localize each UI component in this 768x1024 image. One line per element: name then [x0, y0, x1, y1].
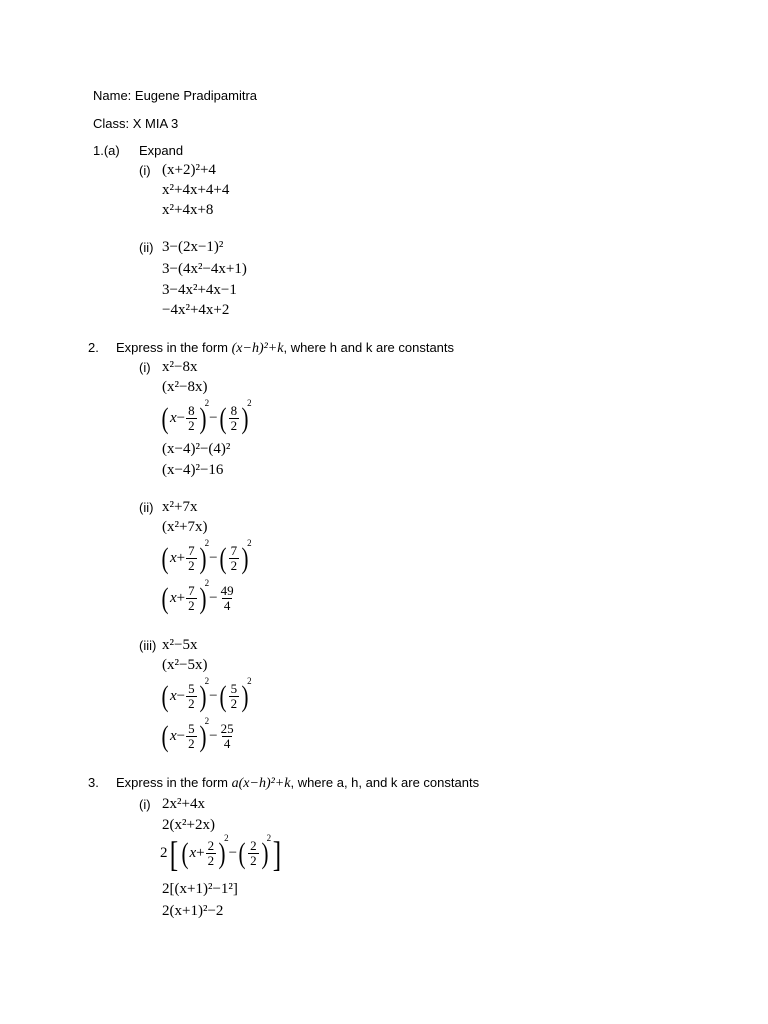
q3-number: 3. [88, 775, 99, 790]
fraction: $\frac{8}{2}$ [188, 403, 195, 434]
q3-i-step-2: 2(x²+2x) [162, 817, 215, 833]
q3-form: a(x−h)²+k [231, 776, 291, 791]
q2-form: (x−h)²+k [231, 341, 284, 356]
fraction: $\frac{49}{4}$ [220, 583, 234, 614]
q2-iii-step-3: ( x− $\frac{5}{2}$ )2−( $\frac{5}{2}$ )2 [161, 676, 252, 713]
q3-i-step-5: 2(x+1)²−2 [162, 903, 224, 919]
fraction: $\frac{25}{4}$ [220, 721, 234, 752]
q2-i-label: (i) [139, 360, 151, 375]
q1-ii-step-2: 3−(4x²−4x+1) [162, 261, 247, 277]
q3-i-step-3: 2[ ( x+ $\frac{2}{2}$ )2−( $\frac{2}{2}$ )2] [160, 833, 282, 874]
q1-i-step-1: (x+2)²+4 [162, 162, 216, 178]
q1-ii-step-3: 3−4x²+4x−1 [162, 282, 237, 298]
q2-ii-step-1: x²+7x [162, 499, 198, 515]
q2-ii-step-3: ( x+ $\frac{7}{2}$ )2−( $\frac{7}{2}$ )2 [161, 538, 252, 575]
fraction: $\frac{5}{2}$ [230, 681, 238, 712]
q1-i-step-2: x²+4x+4+4 [162, 182, 230, 198]
q3-prompt [116, 775, 479, 792]
q2-i-step-4: (x−4)²−(4)² [162, 441, 231, 457]
q2-prompt-after: , where h and k are constants [283, 340, 455, 355]
fraction: $\frac{7}{2}$ [188, 583, 195, 614]
q2-i-step-3: ( x− $\frac{8}{2}$ )2−( $\frac{8}{2}$ )2 [161, 398, 252, 435]
q2-number: 2. [88, 340, 99, 355]
q2-i-step-5: (x−4)²−16 [162, 462, 224, 478]
q3-i-step-1: 2x²+4x [162, 796, 205, 812]
q2-ii-step-2: (x²+7x) [162, 519, 208, 535]
q1-title: Expand [139, 143, 184, 158]
q3-prompt-after: , where a, h, and k are constants [290, 775, 480, 790]
fraction: $\frac{7}{2}$ [230, 543, 238, 574]
fraction: $\frac{2}{2}$ [250, 838, 257, 869]
q1-i-label: (i) [139, 163, 151, 178]
student-name: Name: Eugene Pradipamitra [93, 88, 258, 103]
q1-i-step-3: x²+4x+8 [162, 202, 214, 218]
q2-i-step-2: (x²−8x) [162, 379, 208, 395]
q2-ii-label: (ii) [139, 500, 154, 515]
student-class: Class: X MIA 3 [93, 116, 179, 131]
fraction: $\frac{5}{2}$ [188, 681, 195, 712]
q2-prompt-before: Express in the form [116, 340, 228, 355]
q2-ii-step-4: ( x+ $\frac{7}{2}$ )2− $\frac{49}{4}$ [161, 578, 234, 615]
fraction: $\frac{5}{2}$ [188, 721, 195, 752]
fraction: $\frac{7}{2}$ [188, 543, 195, 574]
fraction: $\frac{2}{2}$ [207, 838, 215, 869]
q2-i-step-1: x²−8x [162, 359, 198, 375]
q2-iii-step-4: ( x− $\frac{5}{2}$ )2− $\frac{25}{4}$ [161, 716, 234, 753]
q1-ii-label: (ii) [139, 240, 154, 255]
q2-iii-step-2: (x²−5x) [162, 657, 208, 673]
q3-prompt-before: Express in the form [116, 775, 228, 790]
q3-i-label: (i) [139, 797, 151, 812]
q2-iii-step-1: x²−5x [162, 637, 198, 653]
q3-i-step-4: 2[(x+1)²−1²] [162, 881, 238, 897]
q1-ii-step-4: −4x²+4x+2 [162, 302, 230, 318]
q1-ii-step-1: 3−(2x−1)² [162, 239, 224, 255]
q2-iii-label: (iii) [139, 638, 157, 653]
q1-number: 1.(a) [93, 143, 120, 158]
fraction: $\frac{8}{2}$ [230, 403, 238, 434]
q2-prompt [116, 340, 454, 357]
